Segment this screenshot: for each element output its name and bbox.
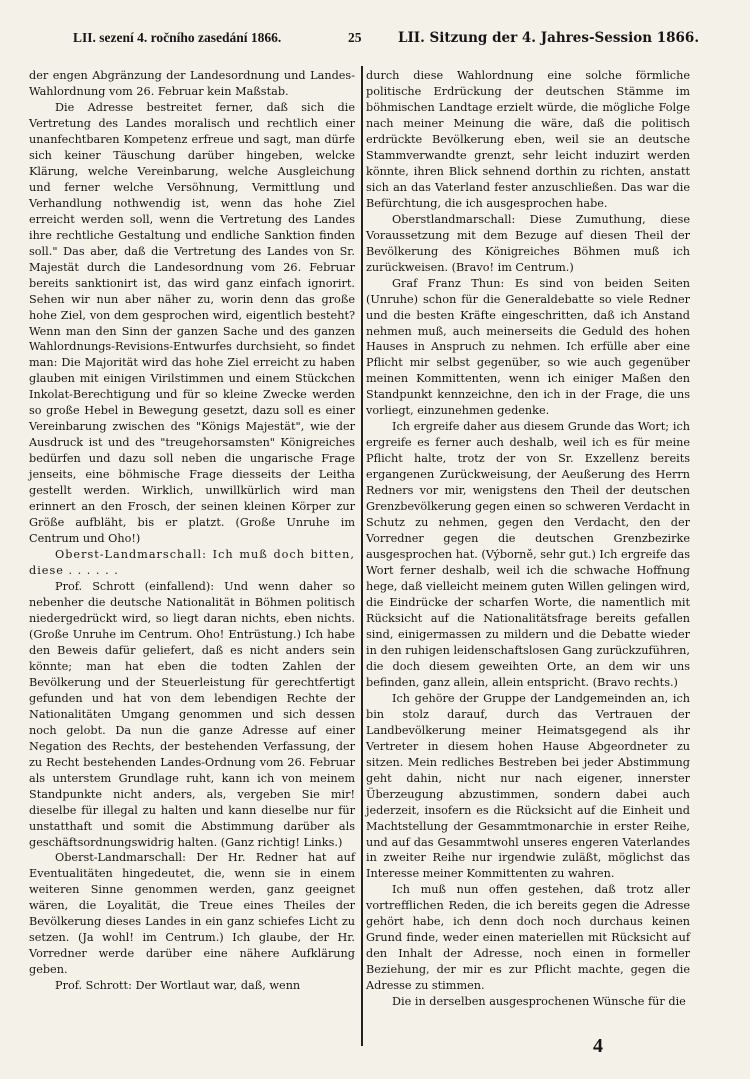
column-divider <box>361 66 363 1046</box>
page-number: 25 <box>348 30 362 45</box>
paragraph: Ich muß nun offen gestehen, daß trotz aller vortrefflichen Reden, die ich bereits gegen die Adresse gehört habe, ich denn doch noch durchaus keinen Grund finde, weder einen materiellen mit Rücksicht auf den Inhalt der Adresse, noch einen in formeller Beziehung, der mir es zur Pflicht machte, gegen die Adresse zu stimmen. <box>366 883 690 993</box>
paragraph: Prof. Schrott: Der Wortlaut war, daß, wenn <box>55 979 301 993</box>
paragraph: Graf Franz Thun: Es sind von beiden Seiten (Unruhe) schon für die Generaldebatte so viele Redner und die besten Kräfte eingeschritten, daß ich Anstand nehmen muß, auch meinerseits die Geduld des hohen Hauses in Anspruch zu nehmen. Ich erfülle aber eine Pflicht mir selbst gegenüber, so wie auch gegenüber meinen Kommittenten, wenn ich einiger Maßen den Standpunkt kennzeichne, den ich in der Frage, die uns vorliegt, einzunehmen gedenke. <box>366 276 690 418</box>
right-column <box>366 68 690 1010</box>
paragraph: der engen Abgränzung der Landesordnung und Landes-Wahlordnung vom 26. Februar kein Maßstab. <box>29 69 355 98</box>
header-german: LII. Sitzung der 4. Jahres-Session 1866. <box>398 30 700 46</box>
paragraph: durch diese Wahlordnung eine solche förmliche politische Erdrückung der deutschen Stämme im böhmischen Landtage erzielt würde, die mögliche Folge nach meiner Meinung die wäre, daß die politisch erdrückte Bevölkerung eben, weil sie an deutsche Stammverwandte grenzt, sehr leicht induzirt werden könnte, ihren Blick sehnend dorthin zu richten, anstatt sich an das Vaterland fester anzuschließen. Das war die Befürchtung, die ich ausgesprochen habe. <box>366 69 690 210</box>
paragraph: Oberst-Landmarschall: Der Hr. Redner hat auf Eventualitäten hingedeutet, die, wenn sie in einem weiteren Sinne genommen werden, ganz geeignet wären, die Loyalität, die Treue eines Theiles der Bevölkerung dieses Landes in ein ganz schiefes Licht zu setzen. (Ja wohl! im Centrum.) Ich glaube, der Hr. Vorredner werde darüber eine nähere Aufklärung geben. <box>29 851 355 977</box>
paragraph: Oberstlandmarschall: Diese Zumuthung, diese Voraussetzung mit dem Bezuge auf diesen Theil der Bevölkerung des Königreiches Böhmen muß ich zurückweisen. (Bravo! im Centrum.) <box>366 212 690 274</box>
paragraph: Ich ergreife daher aus diesem Grunde das Wort; ich ergreife es ferner auch deshalb, weil ich es für meine Pflicht halte, trotz der von Sr. Exzellenz bereits ergangenen Zurückweisung, der Aeußerung des Herrn Redners vor mir, wenigstens den Theil der deutschen Grenzbevölkerung gegen einen so schweren Verdacht in Schutz zu nehmen, gegen den Verdacht, den der Vorredner gegen die deutschen Grenzbezirke ausgesprochen hat. (Výborně, sehr gut.) Ich ergreife das Wort ferner deshalb, weil ich die schwache Hoffnung hege, daß vielleicht meinem guten Willen gelingen wird, die Eindrücke der scharfen Worte, die namentlich mit Rücksicht auf die Nationalitätsfrage bereits gefallen sind, einigermassen zu mildern und die Debatte wieder in den ruhigen leidenschaftslosen Gang zurückzuführen, die doch diesem geweihten Orte, an dem wir uns befinden, ganz allein, allein entspricht. (Bravo rechts.) <box>366 420 690 689</box>
page-header <box>0 30 750 50</box>
header-czech: LII. sezení 4. ročního zasedání 1866. <box>73 30 282 45</box>
paragraph: Oberst-Landmarschall: Ich muß doch bitten, diese . . . . . . <box>29 548 355 578</box>
paragraph: Die in derselben ausgesprochenen Wünsche für die <box>392 995 686 1009</box>
left-column <box>29 68 355 994</box>
paragraph: Ich gehöre der Gruppe der Landgemeinden an, ich bin stolz darauf, durch das Vertrauen der Landbevölkerung meiner Heimatsgegend als ihr Vertreter in diesem hohen Hause Abgeordneter zu sitzen. Mein redliches Bestreben bei jeder Abstimmung geht dahin, nicht nur nach eigener, innerster Überzeugung abzustimmen, sondern dabei auch jederzeit, insofern es die Rücksicht auf die Einheit und Machtstellung der Gesammtmonarchie in erster Reihe, und auf das Gesammtwohl unseres engeren Vaterlandes in zweiter Reihe nur irgendwie zuläßt, möglichst das Interesse meiner Kommittenten zu wahren. <box>366 691 690 881</box>
signature-mark: 4 <box>593 1035 603 1057</box>
paragraph: Prof. Schrott (einfallend): Und wenn daher so nebenher die deutsche Nationalität in Böhmen politisch niedergedrückt wird, so liegt daran nichts, eben nichts. (Große Unruhe im Centrum. Oho! Entrüstung.) Ich habe den Beweis dafür geliefert, daß es nicht anders sein könnte; man hat eben die todten Zahlen der Bevölkerung und der Steuerleistung für gerechtfertigt gefunden und hat von dem lebendigen Rechte der Nationalitäten Umgang genommen und sich dessen noch gelobt. Da nun die ganze Adresse auf einer Negation des Rechts, der bestehenden Verfassung, der zu Recht bestehenden Landes-Ordnung vom 26. Februar als unterstem Grundlage ruht, kann ich von meinem Standpunkte nicht anders, als, vergeben Sie mir! dieselbe für illegal zu halten und kann dieselbe nur für unstatthaft und somit die Abstimmung darüber als geschäftsordnungswidrig halten. (Ganz richtig! Links.) <box>29 580 355 849</box>
paragraph: Die Adresse bestreitet ferner, daß sich die Vertretung des Landes moralisch und rechtlich einer unanfechtbaren Kompetenz erfreue und sagt, man dürfe sich keiner Täuschung darüber hingeben, welcke Klärung, welche Vereinbarung, welche Ausgleichung und ferner welche Versöhnung, Vermittlung und Verhandlung nothwendig ist, wenn das hohe Ziel erreicht werden soll, wenn die Vertretung des Landes ihre rechtliche Gestaltung und endliche Sanktion finden soll." Das aber, daß die Vertretung des Landes von Sr. Majestät durch die Landesordnung vom 26. Februar bereits sanktionirt ist, das wird ganz einfach ignorirt. Sehen wir nun aber näher zu, worin denn das große hohe Ziel, von dem gesprochen wird, eigentlich besteht? Wenn man den Sinn der ganzen Sache und des ganzen Wahlordnungs-Revisions-Entwurfes durchsieht, so findet man: Die Majorität wird das hohe Ziel erreicht zu haben glauben mit einigen Virilstimmen und einem Stückchen Inkolat-Berechtigung und für so kleine Zwecke werden so große Hebel in Bewegung gesetzt, dazu soll es einer Vereinbarung zwischen des "Königs Majestät", wie der Ausdruck ist und des "treugehorsamsten" Königreiches bedürfen und dazu soll neben die ungarische Frage jenseits, eine böhmische Frage diesseits der Leitha gestellt werden. Wirklich, unwillkürlich wird man erinnert an den Frosch, der seinen kleinen Körper zur Größe aufbläht, bis er platzt. (Große Unruhe im Centrum und Oho!) <box>29 100 355 546</box>
